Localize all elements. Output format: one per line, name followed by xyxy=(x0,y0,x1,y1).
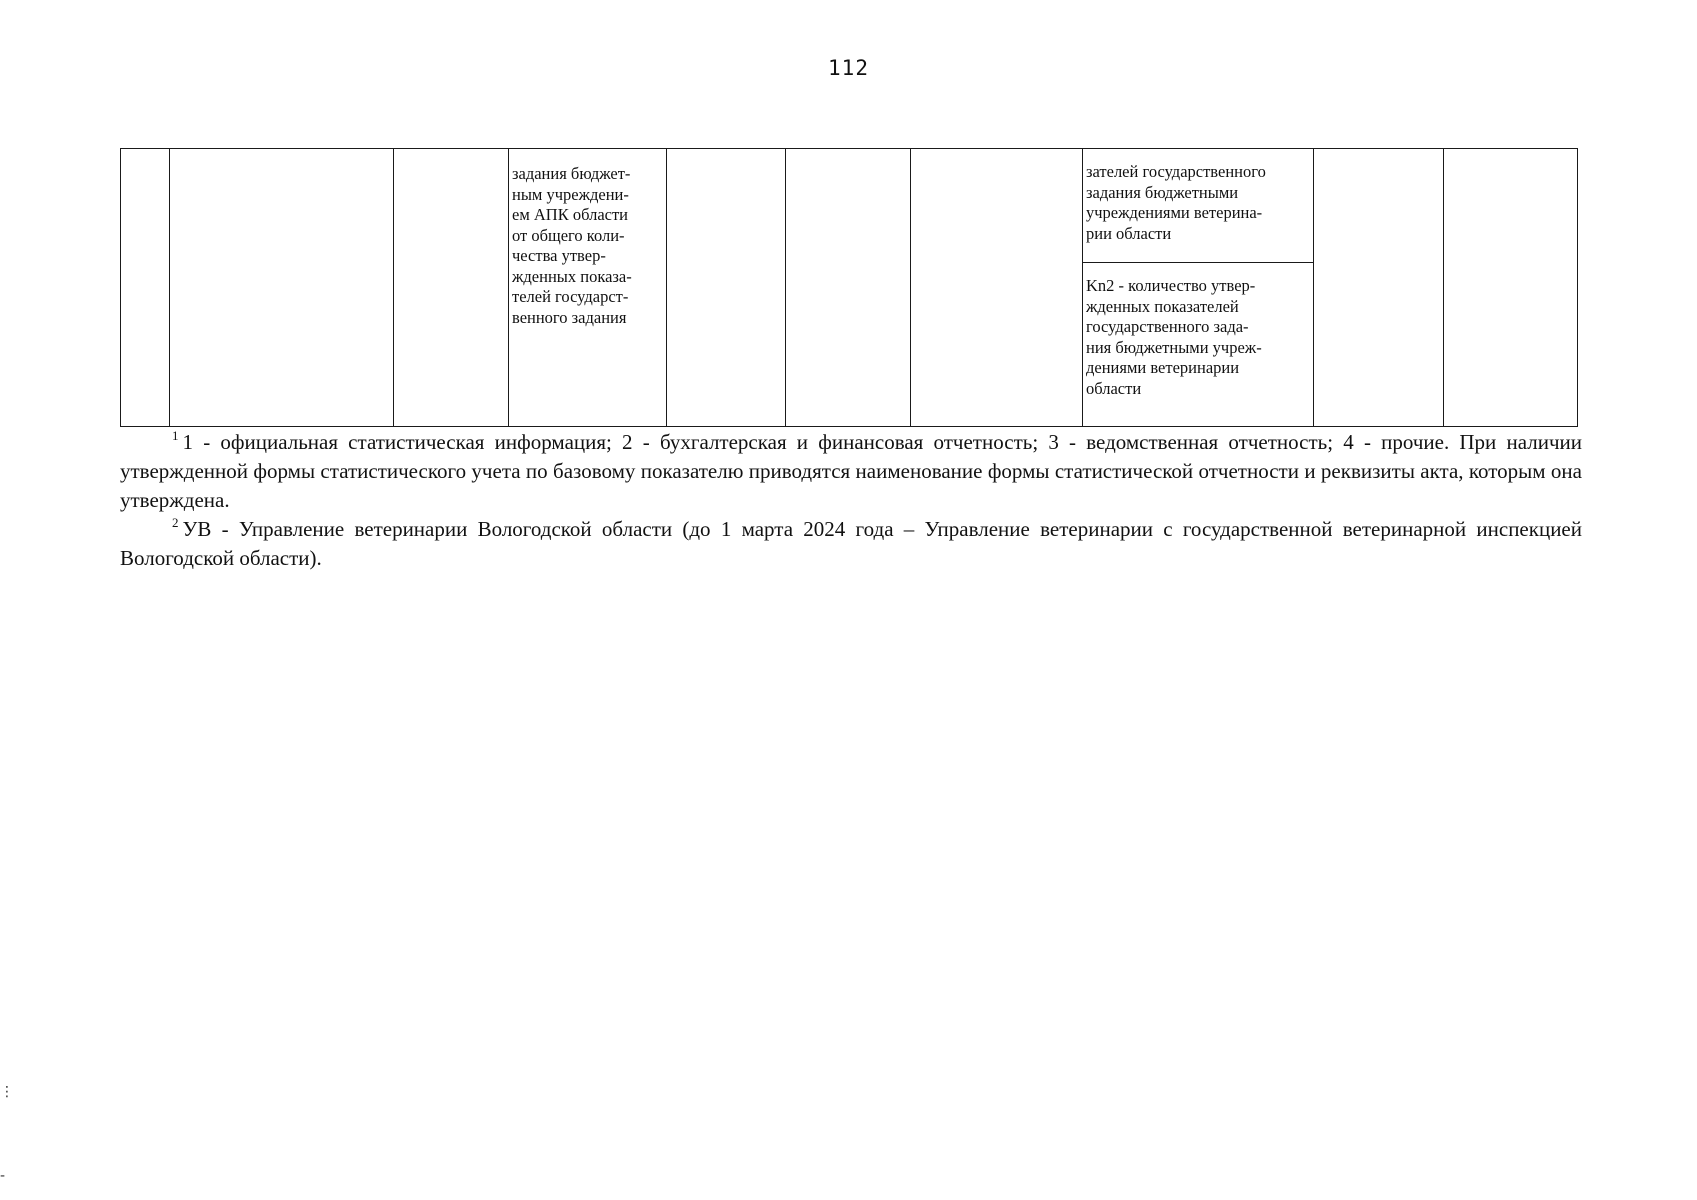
footnotes xyxy=(120,428,1582,573)
margin-mark-lower: - xyxy=(0,1168,6,1184)
page-number: 112 xyxy=(828,56,869,80)
table-cell-formula xyxy=(1083,149,1314,427)
table-cell-unit xyxy=(394,149,509,427)
margin-mark-upper: ⋮ xyxy=(0,1084,14,1100)
table-cell-empty-9 xyxy=(1314,149,1444,427)
table-cell-empty-6 xyxy=(786,149,911,427)
table-cell-name xyxy=(170,149,394,427)
table-cell-definition xyxy=(509,149,667,427)
table-cell-empty-7 xyxy=(911,149,1083,427)
footnote-2-text: УВ - Управление ветеринарии Вологодской области (до 1 марта 2024 года – Управление ветеринарии с государственной ветеринарной инспекцией Вологодской области). xyxy=(120,517,1582,570)
table-cell-empty-10 xyxy=(1444,149,1578,427)
formula-variable-text: зателей государственного задания бюджетными учреждениями ветерина- рии области xyxy=(1083,149,1313,263)
table-cell-number xyxy=(121,149,170,427)
formula-kn2-text: Kn2 - количество утвер- жденных показателей государственного зада- ния бюджетными учреж- дениями ветеринарии области xyxy=(1086,276,1262,398)
table-row xyxy=(121,149,1578,427)
definition-text: задания бюджет- ным учреждени- ем АПК области от общего коли- чества утвер- жденных показа- телей государст- венного задания xyxy=(512,164,632,327)
footnote-2 xyxy=(120,515,1582,573)
table-cell-empty-5 xyxy=(667,149,786,427)
footnote-1-text: 1 - официальная статистическая информация; 2 - бухгалтерская и финансовая отчетность; 3 - ведомственная отчетность; 4 - прочие. При наличии утвержденной формы статистического учета по базовому показателю приводятся наименование формы статистической отчетности и реквизиты акта, которым она утверждена. xyxy=(120,430,1582,512)
footnote-2-marker: 2 xyxy=(172,515,179,530)
indicator-table xyxy=(120,148,1578,427)
footnote-1 xyxy=(120,428,1582,515)
footnote-1-marker: 1 xyxy=(172,428,179,443)
